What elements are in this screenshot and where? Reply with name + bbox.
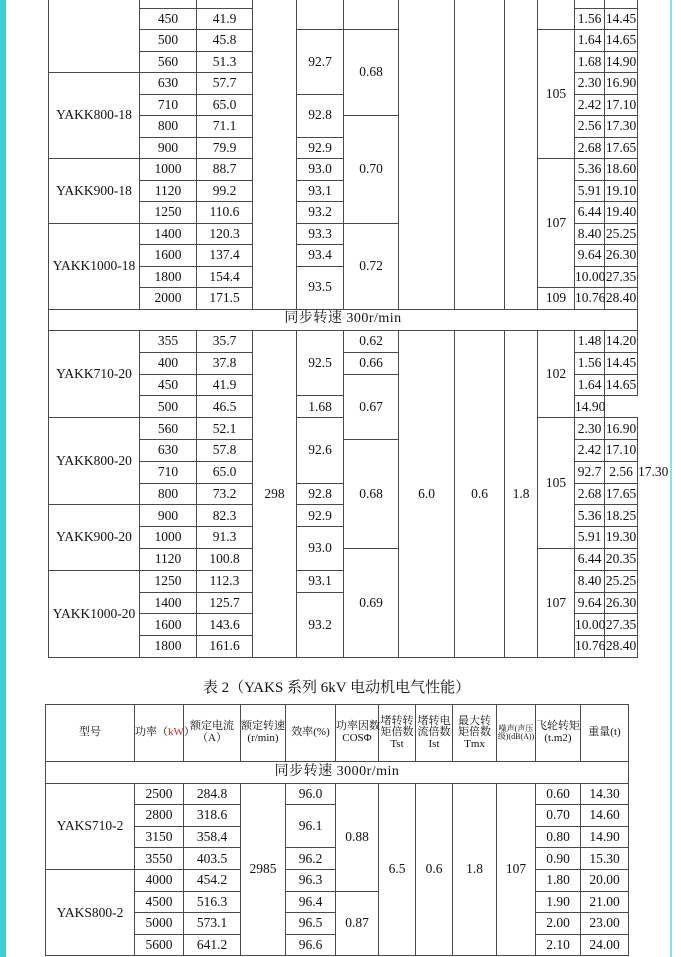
cell-efficiency: 93.3 [297, 223, 344, 245]
cell-efficiency: 93.1 [297, 570, 344, 592]
cell-power-kw: 710 [140, 94, 197, 116]
cell-flywheel: 14.90 [575, 396, 605, 418]
cell-weight: 14.65 [605, 30, 638, 52]
cell-flywheel: 9.64 [575, 592, 605, 614]
cell-flywheel: 92.7 [575, 461, 605, 483]
cell-tst: 6.5 [379, 783, 416, 956]
cell-flywheel: 0.80 [536, 826, 581, 848]
cell-model: YAKS710-2 [46, 783, 135, 869]
cell-cos-phi: 0.87 [336, 891, 379, 956]
cell-current-a: 100.8 [197, 548, 253, 570]
cell-efficiency: 92.6 [297, 418, 344, 483]
cell-flywheel: 2.68 [575, 137, 605, 159]
cell-weight: 14.60 [581, 805, 629, 827]
cell-current-a: 403.5 [184, 848, 241, 870]
cell-flywheel: 1.64 [575, 30, 605, 52]
right-accent-line [670, 0, 672, 957]
col-header-efficiency: 效率(%) [286, 705, 336, 762]
yaks-6kv-table [45, 704, 629, 956]
cell-flywheel: 1.48 [575, 331, 605, 353]
cell-weight: 23.00 [581, 913, 629, 935]
cell-current-a: 99.2 [197, 180, 253, 202]
cell-ist: 0.6 [455, 331, 505, 658]
sync-speed-label: 同步转速 3000r/min [46, 762, 629, 784]
cell-flywheel: 1.68 [575, 51, 605, 73]
cell-current-a: 641.2 [184, 934, 241, 956]
cell-weight: 21.00 [581, 891, 629, 913]
cell-weight: 17.65 [605, 483, 638, 505]
cell-noise-db: 105 [538, 30, 575, 159]
cell-flywheel: 2.56 [575, 116, 605, 138]
cell-current-a: 51.3 [197, 51, 253, 73]
cell-cos-phi: 0.72 [344, 223, 399, 309]
cell-model: YAKK1000-20 [49, 570, 140, 657]
cell-efficiency: 96.1 [286, 805, 336, 848]
cell-flywheel: 10.76 [575, 288, 605, 310]
cell-cos-phi [344, 0, 399, 30]
cell-power-kw: 1000 [140, 159, 197, 181]
cell-current-a: 112.3 [197, 570, 253, 592]
cell-cos-phi: 0.70 [344, 116, 399, 224]
yakk-6kv-table-continued [48, 0, 669, 658]
cell-flywheel: 5.91 [575, 180, 605, 202]
cell-weight: 20.35 [605, 548, 638, 570]
col-header-power-kw: 功率（kW） [135, 705, 184, 762]
cell-weight: 27.35 [605, 266, 638, 288]
cell-cos-phi: 0.68 [344, 439, 399, 548]
cell-flywheel: 8.40 [575, 223, 605, 245]
cell-noise-db: 107 [538, 548, 575, 657]
cell-weight: 28.40 [605, 636, 638, 658]
cell-model: YAKK710-20 [49, 331, 140, 418]
cell-weight: 26.30 [605, 592, 638, 614]
cell-flywheel: 2.00 [536, 913, 581, 935]
cell-current-a: 73.2 [197, 483, 253, 505]
cell-weight: 27.35 [605, 614, 638, 636]
col-header-cos-phi: 功率因数 COSΦ [336, 705, 379, 762]
table-row [49, 159, 638, 181]
cell-power-kw: 1250 [140, 570, 197, 592]
cell-power-kw: 5600 [135, 934, 184, 956]
table-row [49, 418, 638, 440]
col-header-tmx: 最大转 矩倍数 Tmx [453, 705, 497, 762]
cell-current-a: 284.8 [184, 783, 241, 805]
cell-current-a: 125.7 [197, 592, 253, 614]
cell-cos-phi: 0.69 [344, 548, 399, 657]
cell-model: YAKK800-18 [49, 73, 140, 159]
cell-tmx [505, 0, 538, 309]
cell-flywheel: 2.30 [575, 73, 605, 95]
cell-power-kw: 4000 [135, 869, 184, 891]
cell-cos-phi: 0.66 [344, 352, 399, 374]
col-header-ist: 堵转电 流倍数 Ist [416, 705, 453, 762]
cell-speed-rpm [253, 0, 297, 309]
cell-flywheel: 2.68 [575, 483, 605, 505]
cell-cos-phi: 0.67 [344, 374, 399, 439]
cell-weight: 24.00 [581, 934, 629, 956]
cell-efficiency: 93.0 [297, 527, 344, 571]
cell-weight: 19.40 [605, 202, 638, 224]
cell-weight: 19.30 [605, 527, 638, 549]
cell-efficiency: 93.2 [297, 202, 344, 224]
col-header-tst: 堵转转 矩倍数 Tst [379, 705, 416, 762]
cell-power-kw: 355 [140, 331, 197, 353]
cell-power-kw: 1800 [140, 636, 197, 658]
cell-efficiency: 93.5 [297, 266, 344, 309]
cell-power-kw: 630 [140, 73, 197, 95]
cell-power-kw: 1600 [140, 614, 197, 636]
cell-flywheel: 1.56 [575, 8, 605, 30]
cell-weight: 14.45 [605, 352, 638, 374]
cell-current-a: 65.0 [197, 461, 253, 483]
cell-flywheel: 10.76 [575, 636, 605, 658]
cell-flywheel: 10.00 [575, 266, 605, 288]
cell-current-a: 143.6 [197, 614, 253, 636]
cell-flywheel: 5.36 [575, 159, 605, 181]
cell-noise-db: 102 [538, 331, 575, 418]
cell-power-kw: 800 [140, 483, 197, 505]
col-header-flywheel: 飞轮转矩 (t.m2) [536, 705, 581, 762]
cell-current-a: 65.0 [197, 94, 253, 116]
cell-power-kw: 560 [140, 51, 197, 73]
cell-current-a: 358.4 [184, 826, 241, 848]
cell-power-kw: 1400 [140, 223, 197, 245]
cell-weight: 14.90 [605, 51, 638, 73]
cell-power-kw: 3150 [135, 826, 184, 848]
cell-weight: 18.25 [605, 505, 638, 527]
table-row: 710 65.0 92.7 2.56 17.30 [49, 461, 638, 483]
cell-efficiency: 96.2 [286, 848, 336, 870]
cell-efficiency: 93.2 [297, 592, 344, 657]
cell-weight: 17.65 [605, 137, 638, 159]
cell-cos-phi: 0.68 [344, 30, 399, 116]
cell-efficiency: 96.5 [286, 913, 336, 935]
cell-weight: 25.25 [605, 223, 638, 245]
cell-efficiency: 96.3 [286, 869, 336, 891]
left-accent-bar [0, 0, 6, 957]
cell-efficiency: 93.0 [297, 159, 344, 181]
cell-flywheel: 2.42 [575, 439, 605, 461]
cell-power-kw: 1800 [140, 266, 197, 288]
cell-noise-db: 105 [538, 418, 575, 549]
cell-efficiency: 93.4 [297, 245, 344, 267]
cell-current-a: 120.3 [197, 223, 253, 245]
cell-power-kw: 1120 [140, 180, 197, 202]
cell-efficiency: 96.6 [286, 934, 336, 956]
cell-power-kw: 1000 [140, 527, 197, 549]
cell-ist [455, 0, 505, 309]
cell-current-a: 82.3 [197, 505, 253, 527]
cell-flywheel: 2.42 [575, 94, 605, 116]
cell-weight: 26.30 [605, 245, 638, 267]
sync-speed-label: 同步转速 300r/min [49, 309, 638, 331]
col-header-weight: 重量(t) [581, 705, 629, 762]
cell-current-a: 91.3 [197, 527, 253, 549]
cell-flywheel: 5.36 [575, 505, 605, 527]
col-header-speed-rpm: 额定转速 (r/min) [241, 705, 286, 762]
cell-weight: 14.20 [605, 331, 638, 353]
cell-current-a: 454.2 [184, 869, 241, 891]
cell-flywheel: 6.44 [575, 548, 605, 570]
cell-efficiency: 92.8 [297, 483, 344, 505]
cell-current-a: 79.9 [197, 137, 253, 159]
cell-model: YAKK800-20 [49, 418, 140, 505]
cell-noise-db: 107 [497, 783, 536, 956]
cell-current-a: 71.1 [197, 116, 253, 138]
cell-weight: 14.30 [581, 783, 629, 805]
header-row [46, 705, 629, 762]
cell-power-kw: 450 [140, 374, 197, 396]
cell-ist: 0.6 [416, 783, 453, 956]
cell-model [49, 0, 140, 73]
cell-power-kw: 500 [140, 396, 197, 418]
cell-current-a [197, 0, 253, 8]
cell-current-a: 37.8 [197, 352, 253, 374]
cell-power-kw: 1600 [140, 245, 197, 267]
col-header-current-a: 额定电流 （A） [184, 705, 241, 762]
cell-model: YAKK1000-18 [49, 223, 140, 309]
cell-model: YAKK900-20 [49, 505, 140, 570]
cell-power-kw: 1120 [140, 548, 197, 570]
cell-power-kw: 3550 [135, 848, 184, 870]
cell-flywheel: 5.91 [575, 527, 605, 549]
cell-weight: 19.10 [605, 180, 638, 202]
cell-efficiency: 92.8 [297, 94, 344, 137]
cell-efficiency: 96.0 [286, 783, 336, 805]
cell-flywheel: 2.30 [575, 418, 605, 440]
cell-tst: 6.0 [399, 331, 455, 658]
cell-weight: 28.40 [605, 288, 638, 310]
cell-power-kw: 900 [140, 137, 197, 159]
cell-current-a: 35.7 [197, 331, 253, 353]
cell-power-kw: 500 [140, 30, 197, 52]
cell-flywheel: 1.56 [575, 352, 605, 374]
sync-speed-row [49, 309, 638, 331]
cell-power-kw: 710 [140, 461, 197, 483]
cell-model: YAKS800-2 [46, 869, 135, 955]
cell-speed-rpm: 2985 [241, 783, 286, 956]
table-row [49, 0, 638, 8]
cell-efficiency: 96.4 [286, 891, 336, 913]
cell-weight: 15.30 [581, 848, 629, 870]
cell-weight: 14.65 [605, 374, 638, 396]
cell-tmx: 1.8 [505, 331, 538, 658]
cell-weight: 18.60 [605, 159, 638, 181]
cell-power-kw: 900 [140, 505, 197, 527]
cell-current-a: 516.3 [184, 891, 241, 913]
cell-current-a: 137.4 [197, 245, 253, 267]
cell-efficiency: 1.68 [297, 396, 344, 418]
cell-flywheel: 1.90 [536, 891, 581, 913]
cell-power-kw: 800 [140, 116, 197, 138]
cell-model: YAKK900-18 [49, 159, 140, 224]
cell-current-a: 41.9 [197, 8, 253, 30]
cell-efficiency: 92.9 [297, 505, 344, 527]
cell-power-kw: 1250 [140, 202, 197, 224]
cell-tmx: 1.8 [453, 783, 497, 956]
cell-weight: 16.90 [605, 73, 638, 95]
sync-speed-row [46, 762, 629, 784]
cell-power-kw: 630 [140, 439, 197, 461]
cell-current-a: 57.8 [197, 439, 253, 461]
cell-weight: 17.10 [605, 439, 638, 461]
cell-current-a: 171.5 [197, 288, 253, 310]
cell-current-a: 318.6 [184, 805, 241, 827]
cell-cos-phi: 0.88 [336, 783, 379, 891]
cell-flywheel: 1.64 [575, 374, 605, 396]
cell-cos-phi: 0.62 [344, 331, 399, 353]
cell-weight: 20.00 [581, 869, 629, 891]
table-row [49, 331, 638, 353]
cell-power-kw: 4500 [135, 891, 184, 913]
cell-current-a: 161.6 [197, 636, 253, 658]
cell-current-a: 88.7 [197, 159, 253, 181]
cell-power-kw: 450 [140, 8, 197, 30]
cell-tst [399, 0, 455, 309]
cell-weight [605, 0, 638, 8]
cell-flywheel: 0.60 [536, 783, 581, 805]
table2-title: 表 2（YAKS 系列 6kV 电动机电气性能） [202, 680, 471, 696]
cell-flywheel: 2.10 [536, 934, 581, 956]
cell-power-kw: 2800 [135, 805, 184, 827]
cell-flywheel [575, 0, 605, 8]
cell-weight: 17.30 [605, 116, 638, 138]
cell-flywheel: 10.00 [575, 614, 605, 636]
cell-flywheel: 0.70 [536, 805, 581, 827]
cell-weight: 14.90 [581, 826, 629, 848]
cell-weight: 25.25 [605, 570, 638, 592]
cell-flywheel: 6.44 [575, 202, 605, 224]
cell-power-kw: 560 [140, 418, 197, 440]
cell-flywheel: 8.40 [575, 570, 605, 592]
cell-weight: 17.10 [605, 94, 638, 116]
cell-efficiency [297, 0, 344, 30]
cell-current-a: 573.1 [184, 913, 241, 935]
cell-current-a: 110.6 [197, 202, 253, 224]
cell-current-a: 46.5 [197, 396, 253, 418]
cell-flywheel: 1.80 [536, 869, 581, 891]
table-row [46, 783, 629, 805]
cell-noise-db: 107 [538, 159, 575, 288]
cell-power-kw: 5000 [135, 913, 184, 935]
cell-speed-rpm: 298 [253, 331, 297, 658]
cell-flywheel: 9.64 [575, 245, 605, 267]
cell-power-kw: 400 [140, 352, 197, 374]
cell-weight: 2.56 [605, 461, 638, 483]
cell-power-kw: 1400 [140, 592, 197, 614]
cell-weight: 16.90 [605, 418, 638, 440]
cell-current-a: 57.7 [197, 73, 253, 95]
cell-current-a: 45.8 [197, 30, 253, 52]
cell-efficiency: 92.7 [297, 30, 344, 95]
cell-flywheel: 0.90 [536, 848, 581, 870]
cell-efficiency: 92.5 [297, 331, 344, 396]
cell-power-kw [140, 0, 197, 8]
cell-weight: 14.45 [605, 8, 638, 30]
col-header-model: 型号 [46, 705, 135, 762]
cell-current-a: 41.9 [197, 374, 253, 396]
cell-current-a: 52.1 [197, 418, 253, 440]
cell-noise-db [538, 0, 575, 30]
cell-power-kw: 2000 [140, 288, 197, 310]
cell-efficiency: 93.1 [297, 180, 344, 202]
cell-efficiency: 92.9 [297, 137, 344, 159]
cell-noise-db: 109 [538, 288, 575, 310]
cell-power-kw: 2500 [135, 783, 184, 805]
cell-current-a: 154.4 [197, 266, 253, 288]
col-header-noise-db: 噪声(声压 级)(dB(A)) [497, 705, 536, 762]
